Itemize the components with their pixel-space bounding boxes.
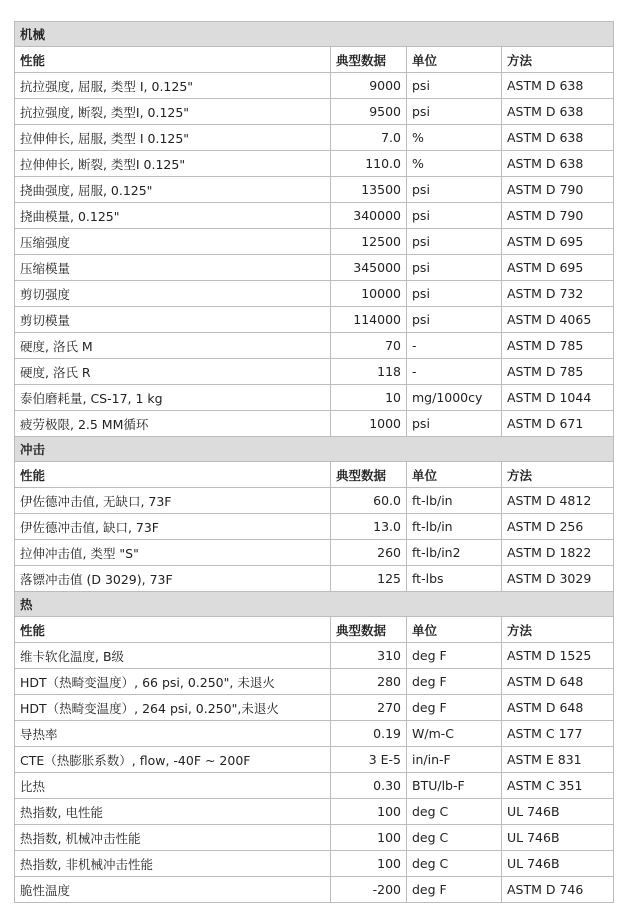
table-row <box>15 333 614 359</box>
unit-cell: psi <box>407 73 502 99</box>
unit-cell: BTU/lb-F <box>407 773 502 799</box>
property-cell: 拉伸冲击值, 类型 "S" <box>15 540 331 566</box>
column-header-row <box>15 617 614 643</box>
column-header-typical-value: 典型数据 <box>331 47 407 73</box>
column-header-method: 方法 <box>502 617 614 643</box>
column-header-method: 方法 <box>502 462 614 488</box>
property-cell: 热指数, 非机械冲击性能 <box>15 851 331 877</box>
property-cell: 比热 <box>15 773 331 799</box>
column-header-unit: 单位 <box>407 617 502 643</box>
table-row <box>15 411 614 437</box>
property-cell: HDT（热畸变温度）, 66 psi, 0.250", 未退火 <box>15 669 331 695</box>
typical-value-cell: 345000 <box>331 255 407 281</box>
unit-cell: deg C <box>407 799 502 825</box>
table-row <box>15 229 614 255</box>
column-header-typical-value: 典型数据 <box>331 462 407 488</box>
method-cell: ASTM D 1044 <box>502 385 614 411</box>
method-cell: ASTM D 746 <box>502 877 614 903</box>
method-cell: ASTM D 671 <box>502 411 614 437</box>
column-header-unit: 单位 <box>407 462 502 488</box>
method-cell: ASTM D 256 <box>502 514 614 540</box>
table-row <box>15 73 614 99</box>
property-cell: HDT（热畸变温度）, 264 psi, 0.250",未退火 <box>15 695 331 721</box>
column-header-method: 方法 <box>502 47 614 73</box>
properties-table <box>14 21 614 903</box>
column-header-typical-value: 典型数据 <box>331 617 407 643</box>
method-cell: ASTM C 351 <box>502 773 614 799</box>
table-row <box>15 514 614 540</box>
unit-cell: mg/1000cy <box>407 385 502 411</box>
property-cell: 伊佐德冲击值, 无缺口, 73F <box>15 488 331 514</box>
table-row <box>15 669 614 695</box>
typical-value-cell: 270 <box>331 695 407 721</box>
method-cell: ASTM D 4065 <box>502 307 614 333</box>
typical-value-cell: 0.19 <box>331 721 407 747</box>
section-title: 机械 <box>15 22 614 47</box>
unit-cell: psi <box>407 255 502 281</box>
method-cell: ASTM C 177 <box>502 721 614 747</box>
method-cell: ASTM D 638 <box>502 151 614 177</box>
unit-cell: ft-lb/in <box>407 514 502 540</box>
section-header-row <box>15 592 614 617</box>
unit-cell: % <box>407 151 502 177</box>
typical-value-cell: 0.30 <box>331 773 407 799</box>
table-row <box>15 385 614 411</box>
unit-cell: deg F <box>407 643 502 669</box>
typical-value-cell: 110.0 <box>331 151 407 177</box>
typical-value-cell: 100 <box>331 799 407 825</box>
method-cell: ASTM D 4812 <box>502 488 614 514</box>
typical-value-cell: 3 E-5 <box>331 747 407 773</box>
method-cell: ASTM D 3029 <box>502 566 614 592</box>
unit-cell: in/in-F <box>407 747 502 773</box>
unit-cell: - <box>407 359 502 385</box>
table-row <box>15 747 614 773</box>
table-row <box>15 281 614 307</box>
table-row <box>15 877 614 903</box>
table-row <box>15 721 614 747</box>
unit-cell: psi <box>407 229 502 255</box>
unit-cell: psi <box>407 177 502 203</box>
typical-value-cell: 340000 <box>331 203 407 229</box>
section-header-row <box>15 22 614 47</box>
method-cell: ASTM D 790 <box>502 177 614 203</box>
property-cell: 压缩模量 <box>15 255 331 281</box>
unit-cell: deg F <box>407 695 502 721</box>
property-cell: 抗拉强度, 屈服, 类型 I, 0.125" <box>15 73 331 99</box>
typical-value-cell: 7.0 <box>331 125 407 151</box>
typical-value-cell: 100 <box>331 851 407 877</box>
property-cell: 维卡软化温度, B级 <box>15 643 331 669</box>
table-row <box>15 203 614 229</box>
table-row <box>15 540 614 566</box>
property-cell: 硬度, 洛氏 M <box>15 333 331 359</box>
table-row <box>15 825 614 851</box>
method-cell: ASTM D 695 <box>502 229 614 255</box>
method-cell: ASTM D 695 <box>502 255 614 281</box>
method-cell: ASTM D 648 <box>502 695 614 721</box>
unit-cell: deg F <box>407 877 502 903</box>
method-cell: UL 746B <box>502 851 614 877</box>
section-header-row <box>15 437 614 462</box>
typical-value-cell: 60.0 <box>331 488 407 514</box>
method-cell: ASTM D 648 <box>502 669 614 695</box>
property-cell: 硬度, 洛氏 R <box>15 359 331 385</box>
column-header-property: 性能 <box>15 47 331 73</box>
method-cell: ASTM E 831 <box>502 747 614 773</box>
table-row <box>15 255 614 281</box>
table-row <box>15 359 614 385</box>
method-cell: ASTM D 638 <box>502 99 614 125</box>
properties-table-body <box>15 22 614 903</box>
property-cell: 剪切模量 <box>15 307 331 333</box>
property-cell: 疲劳极限, 2.5 MM循环 <box>15 411 331 437</box>
typical-value-cell: 9000 <box>331 73 407 99</box>
method-cell: ASTM D 638 <box>502 73 614 99</box>
typical-value-cell: 13.0 <box>331 514 407 540</box>
method-cell: ASTM D 638 <box>502 125 614 151</box>
property-cell: 剪切强度 <box>15 281 331 307</box>
property-cell: 脆性温度 <box>15 877 331 903</box>
table-row <box>15 177 614 203</box>
unit-cell: deg C <box>407 825 502 851</box>
unit-cell: % <box>407 125 502 151</box>
property-cell: 热指数, 电性能 <box>15 799 331 825</box>
section-title: 冲击 <box>15 437 614 462</box>
column-header-unit: 单位 <box>407 47 502 73</box>
table-row <box>15 799 614 825</box>
method-cell: ASTM D 732 <box>502 281 614 307</box>
property-cell: 抗拉强度, 断裂, 类型I, 0.125" <box>15 99 331 125</box>
table-row <box>15 643 614 669</box>
method-cell: ASTM D 785 <box>502 359 614 385</box>
typical-value-cell: 260 <box>331 540 407 566</box>
property-cell: 拉伸伸长, 断裂, 类型I 0.125" <box>15 151 331 177</box>
column-header-row <box>15 462 614 488</box>
unit-cell: psi <box>407 411 502 437</box>
typical-value-cell: 10000 <box>331 281 407 307</box>
table-row <box>15 307 614 333</box>
table-row <box>15 851 614 877</box>
typical-value-cell: 280 <box>331 669 407 695</box>
column-header-row <box>15 47 614 73</box>
unit-cell: ft-lb/in <box>407 488 502 514</box>
table-row <box>15 99 614 125</box>
typical-value-cell: 1000 <box>331 411 407 437</box>
unit-cell: psi <box>407 203 502 229</box>
column-header-property: 性能 <box>15 617 331 643</box>
typical-value-cell: 10 <box>331 385 407 411</box>
typical-value-cell: 100 <box>331 825 407 851</box>
method-cell: ASTM D 790 <box>502 203 614 229</box>
unit-cell: deg F <box>407 669 502 695</box>
table-row <box>15 695 614 721</box>
property-cell: 伊佐德冲击值, 缺口, 73F <box>15 514 331 540</box>
property-cell: 拉伸伸长, 屈服, 类型 I 0.125" <box>15 125 331 151</box>
typical-value-cell: 125 <box>331 566 407 592</box>
method-cell: ASTM D 1525 <box>502 643 614 669</box>
table-row <box>15 773 614 799</box>
table-row <box>15 125 614 151</box>
typical-value-cell: 13500 <box>331 177 407 203</box>
unit-cell: psi <box>407 307 502 333</box>
table-row <box>15 151 614 177</box>
typical-value-cell: 118 <box>331 359 407 385</box>
unit-cell: ft-lb/in2 <box>407 540 502 566</box>
unit-cell: deg C <box>407 851 502 877</box>
method-cell: ASTM D 1822 <box>502 540 614 566</box>
typical-value-cell: 9500 <box>331 99 407 125</box>
section-title: 热 <box>15 592 614 617</box>
property-cell: 热指数, 机械冲击性能 <box>15 825 331 851</box>
unit-cell: psi <box>407 281 502 307</box>
property-cell: 落镖冲击值 (D 3029), 73F <box>15 566 331 592</box>
column-header-property: 性能 <box>15 462 331 488</box>
typical-value-cell: 70 <box>331 333 407 359</box>
typical-value-cell: 12500 <box>331 229 407 255</box>
table-row <box>15 566 614 592</box>
typical-value-cell: -200 <box>331 877 407 903</box>
typical-value-cell: 114000 <box>331 307 407 333</box>
property-cell: CTE（热膨胀系数）, flow, -40F ~ 200F <box>15 747 331 773</box>
property-cell: 导热率 <box>15 721 331 747</box>
properties-table-container <box>14 21 613 903</box>
property-cell: 挠曲模量, 0.125" <box>15 203 331 229</box>
method-cell: UL 746B <box>502 825 614 851</box>
unit-cell: psi <box>407 99 502 125</box>
typical-value-cell: 310 <box>331 643 407 669</box>
unit-cell: - <box>407 333 502 359</box>
property-cell: 挠曲强度, 屈服, 0.125" <box>15 177 331 203</box>
table-row <box>15 488 614 514</box>
property-cell: 压缩强度 <box>15 229 331 255</box>
method-cell: ASTM D 785 <box>502 333 614 359</box>
method-cell: UL 746B <box>502 799 614 825</box>
property-cell: 泰伯磨耗量, CS-17, 1 kg <box>15 385 331 411</box>
unit-cell: ft-lbs <box>407 566 502 592</box>
unit-cell: W/m-C <box>407 721 502 747</box>
